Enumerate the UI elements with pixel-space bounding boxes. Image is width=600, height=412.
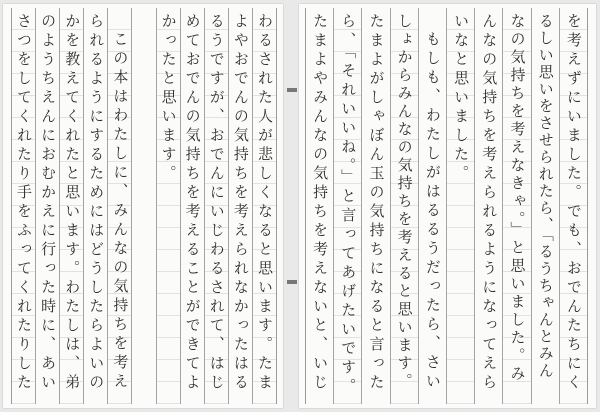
- column-text: いなと思いました。: [452, 13, 471, 184]
- right-manuscript-page: [299, 4, 596, 408]
- column-text: のようちえんにおむかえに行った時に、あい: [39, 13, 58, 393]
- column-text: しょからみんなの気持ちを考えると思います。: [395, 13, 414, 391]
- manuscript-column: [559, 8, 587, 404]
- column-text: たまよがしゃぼん玉の気持ちになると言った: [367, 13, 386, 393]
- manuscript-column: [12, 8, 35, 404]
- column-text: もしも、わたしがはるるうだったら、さい: [423, 31, 442, 392]
- manuscript-column: [502, 8, 530, 404]
- column-text: るしい思いをさせられたら、「るうちゃんとみん: [536, 13, 555, 380]
- column-text: この本はわたしに、みんなの気持ちを考え: [111, 31, 130, 392]
- right-grid: [305, 8, 588, 404]
- column-text: かを教えてくれたと思います。わたしは、弟: [63, 13, 82, 393]
- manuscript-column: [204, 8, 228, 404]
- manuscript-column: [156, 8, 180, 404]
- column-text: さつをしてくれたり手をふってくれたりした: [15, 13, 34, 393]
- column-text: なの気持ちを考えなきゃ。」と思いました。み: [508, 13, 527, 384]
- manuscript-column: [59, 8, 83, 404]
- manuscript-column: [83, 8, 107, 404]
- column-text: るうですが、おでんにいじわるされて、はじ: [207, 13, 226, 393]
- column-text: よやおでんの気持ちを考えられなかったはる: [231, 13, 250, 393]
- manuscript-column: [35, 8, 59, 404]
- manuscript-column: [107, 8, 131, 404]
- manuscript-column-blank: [131, 8, 155, 404]
- manuscript-column: [418, 8, 446, 404]
- column-text: わるされた人が悲しくなると思います。たま: [255, 13, 274, 393]
- column-text: を考えずにいました。でも、おでんたちにく: [564, 13, 583, 393]
- binding-mark: [287, 88, 297, 92]
- manuscript-column: [474, 8, 502, 404]
- manuscript-column: [531, 8, 559, 404]
- manuscript-column: [306, 8, 333, 404]
- column-text: めておでんの気持ちを考えることができてよ: [183, 13, 202, 393]
- binding-mark: [287, 280, 297, 284]
- manuscript-column: [361, 8, 389, 404]
- manuscript-column: [180, 8, 204, 404]
- column-text: んなの気持ちを考えられるようになってえら: [480, 13, 499, 393]
- left-manuscript-page: [3, 4, 283, 408]
- manuscript-column: [390, 8, 418, 404]
- left-grid: [11, 8, 277, 404]
- column-text: られるようにするためにはどうしたらよいの: [87, 13, 106, 393]
- manuscript-column: [446, 8, 474, 404]
- column-text: ら、「それいいね。」と言ってあげたいです。: [339, 13, 358, 397]
- manuscript-column: [333, 8, 361, 404]
- column-text: かったと思います。: [159, 13, 178, 184]
- manuscript-column: [252, 8, 276, 404]
- column-text: たまよやみんなの気持ちを考えないと、いじ: [311, 13, 330, 393]
- manuscript-column: [228, 8, 252, 404]
